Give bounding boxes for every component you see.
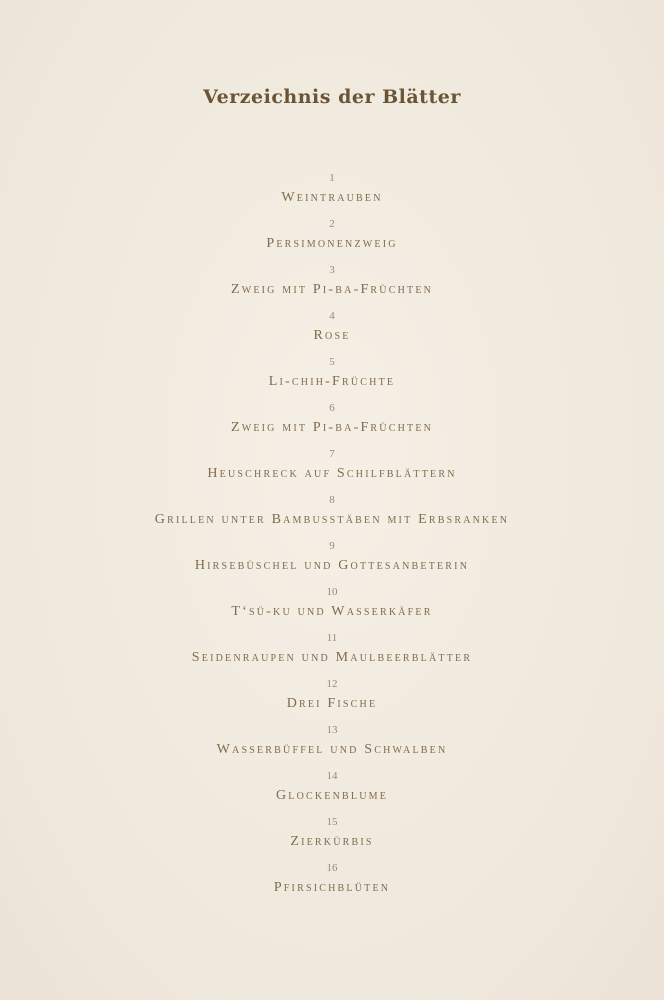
plate-number: 7 [329, 448, 335, 460]
plate-title: Drei Fische [286, 696, 378, 711]
list-item [0, 630, 664, 676]
plate-title: Zierkürbis [290, 834, 374, 849]
plate-title: Zweig mit Pi-ba-Früchten [230, 420, 434, 435]
plate-list [0, 170, 664, 906]
plate-number: 6 [329, 402, 335, 414]
plate-title: Pfirsichblüten [273, 880, 391, 895]
plate-title: Wasserbüffel und Schwalben [216, 742, 448, 757]
plate-number: 11 [326, 632, 338, 644]
plate-title: Seidenraupen und Maulbeerblätter [191, 650, 473, 665]
plate-number: 5 [329, 356, 335, 368]
plate-title: Grillen unter Bambusstäben mit Erbsranken [154, 512, 510, 527]
page-title: Verzeichnis der Blätter [203, 86, 461, 108]
plate-number: 8 [329, 494, 335, 506]
plate-number: 4 [329, 310, 335, 322]
list-item [0, 768, 664, 814]
plate-number: 10 [326, 586, 338, 598]
list-item [0, 170, 664, 216]
list-item [0, 400, 664, 446]
plate-number: 1 [329, 172, 335, 184]
plate-title: Persimonenzweig [266, 236, 398, 251]
plate-number: 15 [326, 816, 338, 828]
list-item [0, 308, 664, 354]
plate-title: Zweig mit Pi-ba-Früchten [230, 282, 434, 297]
plate-title: Glockenblume [275, 788, 389, 803]
list-item [0, 860, 664, 906]
list-item [0, 584, 664, 630]
plate-number: 3 [329, 264, 335, 276]
plate-title: Li-chih-Früchte [268, 374, 396, 389]
plate-title: Rose [313, 328, 351, 343]
list-item [0, 676, 664, 722]
plate-number: 13 [326, 724, 338, 736]
plate-number: 9 [329, 540, 335, 552]
plate-number: 2 [329, 218, 335, 230]
list-item [0, 814, 664, 860]
list-item [0, 216, 664, 262]
plate-title: T‘sü-ku und Wasserkäfer [231, 604, 433, 619]
plate-title: Hirsebüschel und Gottesanbeterin [194, 558, 470, 573]
plate-number: 14 [326, 770, 338, 782]
list-item [0, 492, 664, 538]
list-item [0, 446, 664, 492]
plate-title: Weintrauben [281, 190, 383, 205]
plate-number: 16 [326, 862, 338, 874]
plate-number: 12 [326, 678, 338, 690]
list-item [0, 262, 664, 308]
plate-title: Heuschreck auf Schilfblättern [207, 466, 457, 481]
list-item [0, 354, 664, 400]
list-item [0, 538, 664, 584]
list-item [0, 722, 664, 768]
